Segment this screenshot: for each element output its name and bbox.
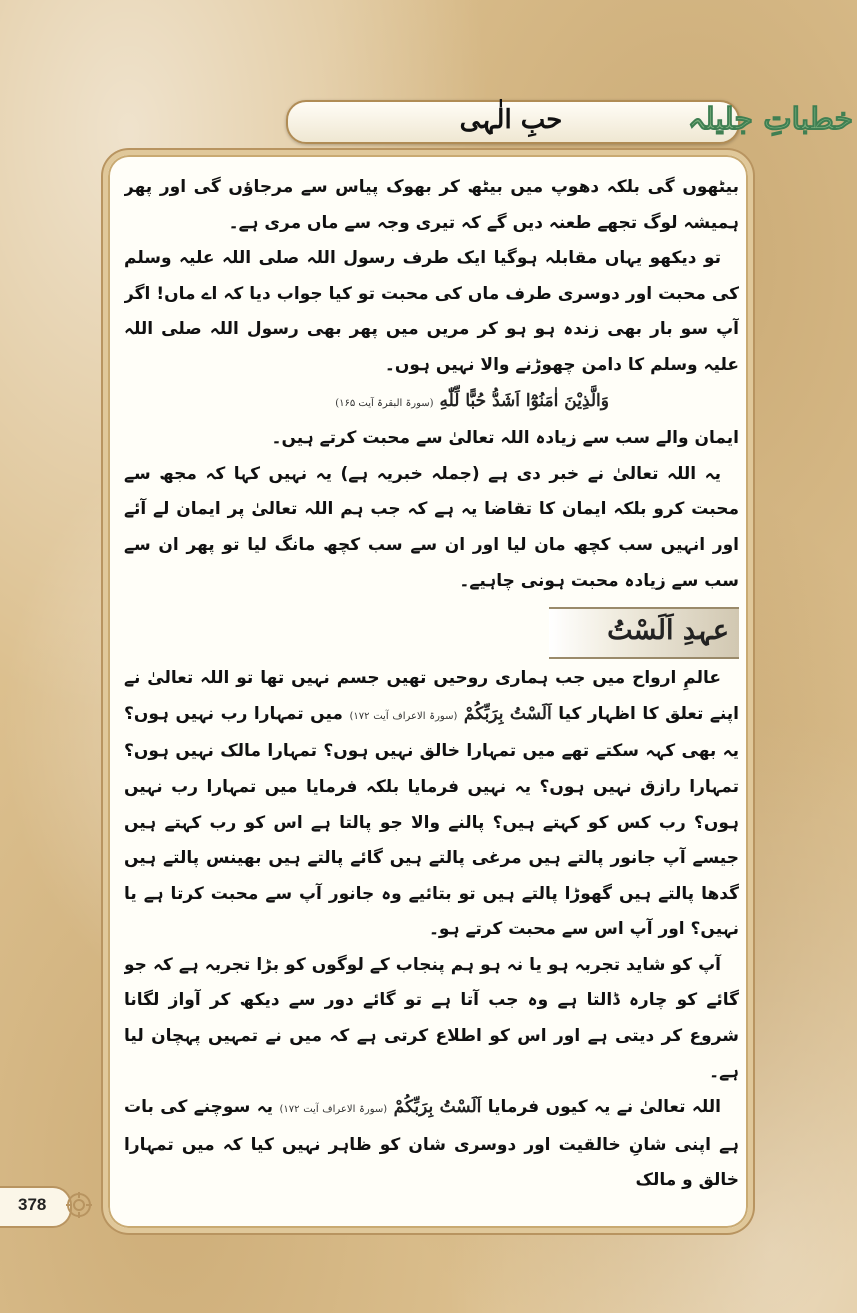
chapter-title: حبِ الٰہی <box>459 105 563 135</box>
paragraph-7 <box>124 1090 739 1199</box>
page-number-tab <box>0 1186 92 1224</box>
book-title-logo: خطباتِ جلیلہ <box>687 102 853 137</box>
paragraph-3: ایمان والے سب سے زیادہ اللہ تعالیٰ سے محبت کرتے ہیں۔ <box>271 428 739 449</box>
verse-reference-alaraf-2: (سورۃ الاعراف آیت ۱۷۲) <box>279 1104 388 1116</box>
paragraph-7-end: یہ سوچنے کی بات ہے اپنی شانِ خالقیت اور دوسری شان کو ظاہر نہیں کیا کہ میں تمہارا خالق و مالک <box>124 1097 739 1191</box>
paragraph-2: تو دیکھو یہاں مقابلہ ہوگیا ایک طرف رسول اللہ صلی اللہ علیہ وسلم کی محبت اور دوسری طرف ماں کی محبت تو کیا جواب دیا کہ اے ماں! اگر آپ سو بار بھی زندہ ہو ہو کر مریں میں پھر بھی رسول اللہ صلی اللہ علیہ وسلم کا دامن چھوڑنے والا نہیں ہوں۔ <box>124 248 739 375</box>
quran-verse-alastu-2: اَلَسْتُ بِرَبِّكُمْ <box>393 1097 482 1118</box>
paragraph-5 <box>124 661 739 948</box>
verse-reference-alaraf: (سورۃ الاعراف آیت ۱۷۲) <box>349 710 458 722</box>
paragraph-1: بیٹھوں گی بلکہ دھوپ میں بیٹھ کر بھوک پیاس سے مرجاؤں گی اور پھر ہمیشہ لوگ تجھے طعنہ دیں گے کہ تیری وجہ سے ماں مری ہے۔ <box>124 177 739 233</box>
ornament-icon <box>64 1190 94 1220</box>
verse-line <box>124 384 739 422</box>
section-heading: عہدِ اَلَسْتُ <box>607 615 729 647</box>
paragraph-4: یہ اللہ تعالیٰ نے خبر دی ہے (جملہ خبریہ ہے) یہ نہیں کہا کہ مجھ سے محبت کرو بلکہ ایمان کا تقاضا یہ ہے کہ جب ہم اللہ تعالیٰ پر ایمان لے آئے اور انہیں سب کچھ مان لیا اور ان سے سب کچھ مانگ لیا تو پھر ان سے سب سے زیادہ محبت ہونی چاہیے۔ <box>124 463 739 591</box>
verse-reference: (سورۃ البقرۃ آیت ۱۶۵) <box>335 397 434 409</box>
section-heading-block <box>124 603 739 659</box>
page-content <box>124 170 739 1220</box>
quran-verse-alastu: اَلَسْتُ بِرَبِّكُمْ <box>463 703 552 724</box>
quran-verse: وَالَّذِيْنَ اٰمَنُوْٓا اَشَدُّ حُبًّا لِّلّٰهِ <box>439 390 609 411</box>
paragraph-5-end: میں تمہارا رب نہیں ہوں؟ یہ بھی کہہ سکتے تھے میں تمہارا خالق نہیں ہوں؟ تمہارا مالک نہیں ہوں؟ تمہارا رازق نہیں ہوں؟ یہ نہیں فرمایا بلکہ فرمایا میں تمہارا رب نہیں ہوں؟ رب کس کو کہتے ہیں؟ پالنے والا جو پالتا ہے اس کو رب کہتے ہیں جیسے آپ جانور پالتے ہیں مرغی پالتے ہیں گائے پالتے ہیں بھینس پالتے ہیں گدھا پالتے ہیں گھوڑا پالتے ہیں تو بتائیے وہ جانور آپ سے محبت کرتا ہے یا نہیں؟ اور آپ اس سے محبت کرتے ہو۔ <box>124 703 739 940</box>
page-number: 378 <box>18 1195 47 1214</box>
paragraph-7-start: اللہ تعالیٰ نے یہ کیوں فرمایا <box>487 1097 721 1118</box>
paragraph-5-start: عالمِ ارواح میں جب ہماری روحیں تھیں جسم نہیں تھا تو اللہ تعالیٰ نے اپنے تعلق کا اظہار کیا <box>124 668 739 724</box>
paragraph-6: آپ کو شاید تجربہ ہو یا نہ ہو ہم پنجاب کے لوگوں کو بڑا تجربہ ہے کہ جو گائے کو چارہ ڈالتا ہے وہ جب آتا ہے تو گائے دور سے دیکھ کر آواز لگانا شروع کر دیتی ہے اور اس کو اطلاع کرتی ہے کہ میں نے تمہیں پہچان لیا ہے۔ <box>124 954 739 1082</box>
